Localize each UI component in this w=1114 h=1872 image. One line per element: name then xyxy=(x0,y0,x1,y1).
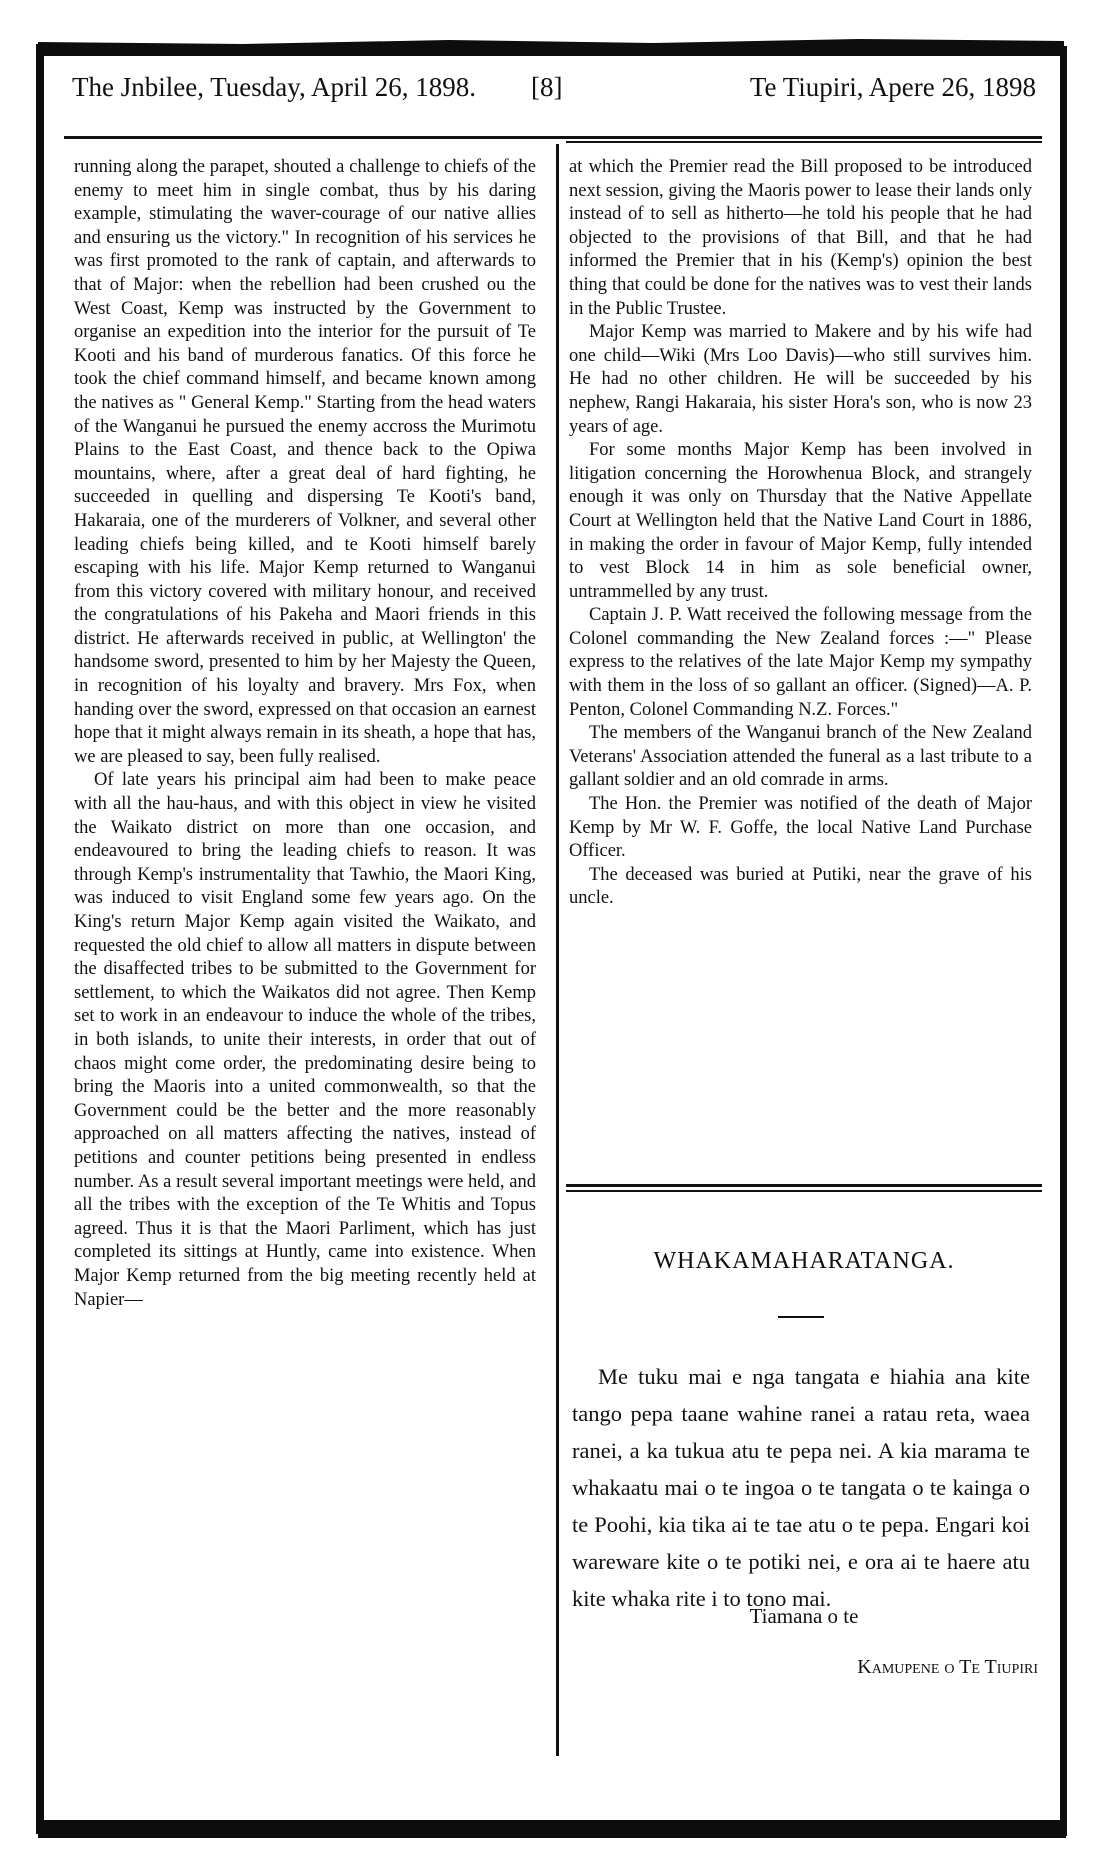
page-border-left xyxy=(36,44,44,1834)
column-divider xyxy=(556,144,559,1756)
paragraph: The deceased was buried at Putiki, near the grave of his uncle. xyxy=(569,864,1032,909)
header-maori-title: Te Tiupiri, Apere 26, 1898 xyxy=(749,72,1036,102)
header-english-title: The Jnbilee, Tuesday, April 26, 1898. xyxy=(72,72,476,102)
paragraph: running along the parapet, shouted a challenge to chiefs of the enemy to meet him in single combat, thus by his daring example, stimulating the waver-courage of our native allies and ensuring us the victory." In recognition of his services he was first promoted to the rank of captain, and afterwards to that of Major: when the rebellion had been crushed ou the West Coast, Kemp was instructed by the Government to organise an expedition into the interior for the pursuit of Te Kooti and his band of murderous fanatics. Of this force he took the chief command himself, and became known among the natives as " General Kemp." Starting from the head waters of the Wanganui he pursued the enemy accross the Murimotu Plains to the East Coast, and thence back to the Opiwa mountains, where, after a great deal of hard fighting, he succeeded in quelling and dispersing Te Kooti's band, Hakaraia, one of the murderers of Volkner, and several other leading chiefs being killed, and te Kooti himself barely escaping with his life. Major Kemp returned to Wanganui from this victory covered with military honour, and received the congratulations of his Pakeha and Maori friends in this district. He afterwards received in public, at Wellington' the handsome sword, presented to him by her Majesty the Queen, in recognition of his loyalty and bravery. Mrs Fox, when handing over the sword, expressed on that occasion an earnest hope that it might always remain in its sheath, a hope that has, we are pleased to say, been fully realised. xyxy=(74,157,536,767)
page-number: [8] xyxy=(531,72,563,102)
notice-signature-line: Tiamana o te xyxy=(749,1604,859,1628)
page-border-bottom xyxy=(38,1820,1066,1838)
notice-rule xyxy=(566,1184,1042,1187)
header-rule xyxy=(64,136,1042,139)
notice-signature-company: Kamupene o Te Tiupiri xyxy=(857,1656,1038,1678)
paragraph: For some months Major Kemp has been involved in litigation concerning the Horowhenua Block, and strangely enough it was only on Thursday that the Native Appellate Court at Wellington held that the Native Land Court in 1886, in making the order in favour of Major Kemp, fully intended to vest Block 14 in him as sole beneficial owner, untrammelled by any trust. xyxy=(569,440,1032,602)
paragraph: Major Kemp was married to Makere and by his wife had one child—Wiki (Mrs Loo Davis)—who still survives him. He had no other children. He will be succeeded by his nephew, Rangi Hakaraia, his sister Hora's son, who is now 23 years of age. xyxy=(569,322,1032,437)
paragraph: at which the Premier read the Bill proposed to be introduced next session, giving the Maoris power to lease their lands only instead of to sell as hitherto—he told his people that he had objected to the provisions of that Bill, and that he had informed the Premier that in his (Kemp's) opinion the best thing that could be done for the natives was to vest their lands in the Public Trustee. xyxy=(569,157,1032,319)
notice-title: WHAKAMAHARATANGA. xyxy=(653,1248,955,1274)
left-column xyxy=(74,156,536,1312)
right-column xyxy=(569,156,1032,911)
page-border-top xyxy=(38,36,1064,56)
page-border-right xyxy=(1060,46,1067,1836)
paragraph: Captain J. P. Watt received the following message from the Colonel commanding the New Zealand forces :—" Please express to the relatives of the late Major Kemp my sympathy with them in the loss of so gallant an officer. (Signed)—A. P. Penton, Colonel Commanding N.Z. Forces." xyxy=(569,605,1032,720)
paragraph: The members of the Wanganui branch of the New Zealand Veterans' Association attended the funeral as a last tribute to a gallant soldier and an old comrade in arms. xyxy=(569,723,1032,791)
notice-rule-secondary xyxy=(566,1190,1042,1192)
paragraph: Of late years his principal aim had been to make peace with all the hau-haus, and with this object in view he visited the Waikato district on more than one occasion, and endeavoured to bring the leading chiefs to reason. It was through Kemp's instrumentality that Tawhio, the Maori King, was induced to visit England some few years ago. On the King's return Major Kemp again visited the Waikato, and requested the old chief to allow all matters in dispute between the disaffected tribes to be submitted to the Government for settlement, to which the Waikatos did not agree. Then Kemp set to work in an endeavour to induce the whole of the tribes, in both islands, to unite their interests, in order that out of chaos might come order, the predominating desire being to bring the Maoris into a united commonwealth, so that the Government could be the better and the more reasonably approached on all matters affecting the natives, instead of petitions and counter petitions being presented in endless number. As a result several important meetings were held, and all the tribes with the exception of the Te Whitis and Topus agreed. Thus it is that the Maori Parliment, which has just completed its sittings at Huntly, came into existence. When Major Kemp returned from the big meeting recently held at Napier— xyxy=(74,770,536,1310)
header-rule-secondary xyxy=(566,141,1042,143)
paragraph: The Hon. the Premier was notified of the death of Major Kemp by Mr W. F. Goffe, the local Native Land Purchase Officer. xyxy=(569,794,1032,862)
notice-dash xyxy=(778,1316,824,1318)
notice-body: Me tuku mai e nga tangata e hiahia ana kite tango pepa taane wahine ranei a ratau reta, waea ranei, a ka tukua atu te pepa nei. A kia marama te whakaatu mai o te ingoa o te tangata o te kainga o te Poohi, kia tika ai te tae atu o te pepa. Engari koi wareware kite o te potiki nei, e ora ai te haere atu kite whaka rite i to tono mai. xyxy=(572,1364,1030,1611)
